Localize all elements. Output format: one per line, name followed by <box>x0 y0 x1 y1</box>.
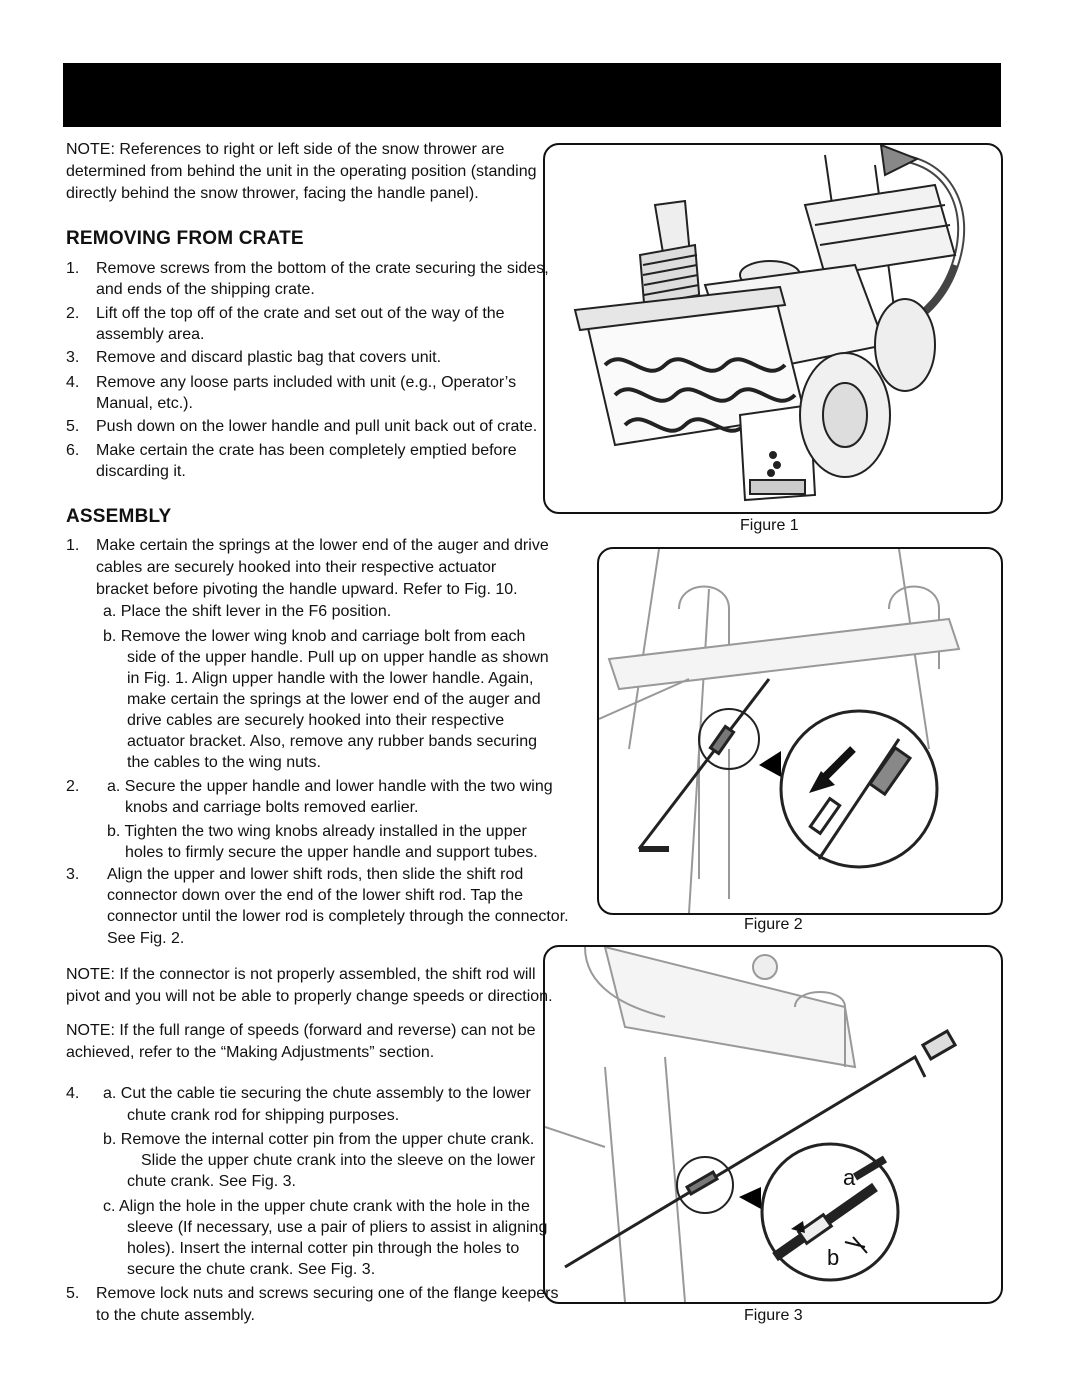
figure-2-caption: Figure 2 <box>744 916 803 933</box>
intro-note-line: determined from behind the unit in the operating position (standing <box>66 163 537 180</box>
substep-text: drive cables are securely hooked into their respective <box>127 712 505 729</box>
figure-1 <box>543 143 1003 514</box>
step-text: discarding it. <box>96 463 186 480</box>
figure-3-label-b: b <box>827 1245 840 1270</box>
intro-note-line: directly behind the snow thrower, facing the handle panel). <box>66 185 479 202</box>
step-text: assembly area. <box>96 326 205 343</box>
substep-text: Slide the upper chute crank into the sleeve on the lower <box>141 1152 536 1169</box>
step-text: connector down over the end of the lower shift rod. Tap the <box>107 887 523 904</box>
step-text: See Fig. 2. <box>107 930 185 947</box>
step-number: 6. <box>66 442 80 459</box>
substep-text: make certain the springs at the lower end of the auger and <box>127 691 541 708</box>
step-text: and ends of the shipping crate. <box>96 281 315 298</box>
substep-text: holes to firmly secure the upper handle and support tubes. <box>125 844 538 861</box>
substep-text: a. Secure the upper handle and lower handle with the two wing <box>107 778 553 795</box>
step-number: 2. <box>66 778 80 795</box>
note-text: NOTE: If the connector is not properly assembled, the shift rod will <box>66 966 536 983</box>
step-number: 4. <box>66 374 80 391</box>
figure-3 <box>543 945 1003 1304</box>
note-text: NOTE: If the full range of speeds (forward and reverse) can not be <box>66 1022 536 1039</box>
step-number: 5. <box>66 1285 80 1302</box>
step-number: 3. <box>66 866 80 883</box>
substep-text: secure the chute crank. See Fig. 3. <box>127 1261 376 1278</box>
header-bar <box>63 63 1001 127</box>
substep-text: the cables to the wing nuts. <box>127 754 321 771</box>
step-text: Make certain the springs at the lower end of the auger and drive <box>96 537 549 554</box>
shift-rod-illustration <box>599 549 1001 913</box>
substep-text: chute crank rod for shipping purposes. <box>127 1107 400 1124</box>
substep-text: knobs and carriage bolts removed earlier. <box>125 799 419 816</box>
substep-text: b. Remove the internal cotter pin from the upper chute crank. <box>103 1131 535 1148</box>
substep-text: b. Tighten the two wing knobs already installed in the upper <box>107 823 527 840</box>
figure-1-caption: Figure 1 <box>740 517 799 534</box>
step-text: to the chute assembly. <box>96 1307 255 1324</box>
step-text: bracket before pivoting the handle upward. Refer to Fig. 10. <box>96 581 518 598</box>
figure-3-label-a: a <box>843 1165 856 1190</box>
substep-text: sleeve (If necessary, use a pair of pliers to assist in aligning <box>127 1219 548 1236</box>
substep-text: actuator bracket. Also, remove any rubber bands securing <box>127 733 537 750</box>
substep-text: chute crank. See Fig. 3. <box>127 1173 296 1190</box>
step-number: 4. <box>66 1085 80 1102</box>
step-number: 5. <box>66 418 80 435</box>
chute-crank-illustration <box>545 947 1001 1302</box>
zoom-circle <box>781 711 937 867</box>
note-text: achieved, refer to the “Making Adjustments” section. <box>66 1044 435 1061</box>
snow-thrower-illustration <box>545 145 1001 512</box>
assembly-heading: ASSEMBLY <box>66 506 172 527</box>
step-text: Push down on the lower handle and pull unit back out of crate. <box>96 418 538 435</box>
step-text: Remove screws from the bottom of the crate securing the sides, <box>96 260 549 277</box>
step-text: Align the upper and lower shift rods, then slide the shift rod <box>107 866 524 883</box>
step-text: Manual, etc.). <box>96 395 193 412</box>
substep-text: holes). Insert the internal cotter pin through the holes to <box>127 1240 520 1257</box>
step-text: Remove and discard plastic bag that covers unit. <box>96 349 442 366</box>
step-text: Make certain the crate has been completely emptied before <box>96 442 517 459</box>
substep-text: side of the upper handle. Pull up on upper handle as shown <box>127 649 549 666</box>
step-text: Remove any loose parts included with unit (e.g., Operator’s <box>96 374 517 391</box>
step-number: 1. <box>66 260 80 277</box>
substep-text: b. Remove the lower wing knob and carriage bolt from each <box>103 628 526 645</box>
substep-text: a. Place the shift lever in the F6 position. <box>103 603 392 620</box>
substep-text: c. Align the hole in the upper chute crank with the hole in the <box>103 1198 530 1215</box>
step-text: connector until the lower rod is completely through the connector. <box>107 908 569 925</box>
step-text: cables are securely hooked into their respective actuator <box>96 559 497 576</box>
figure-2 <box>597 547 1003 915</box>
step-number: 1. <box>66 537 80 554</box>
figure-3-caption: Figure 3 <box>744 1307 803 1324</box>
substep-text: in Fig. 1. Align upper handle with the lower handle. Again, <box>127 670 534 687</box>
step-text: Remove lock nuts and screws securing one of the flange keepers <box>96 1285 559 1302</box>
substep-text: a. Cut the cable tie securing the chute assembly to the lower <box>103 1085 531 1102</box>
intro-note-line: NOTE: References to right or left side of the snow thrower are <box>66 141 505 158</box>
step-text: Lift off the top off of the crate and set out of the way of the <box>96 305 505 322</box>
step-number: 3. <box>66 349 80 366</box>
removing-heading: REMOVING FROM CRATE <box>66 228 304 249</box>
step-number: 2. <box>66 305 80 322</box>
note-text: pivot and you will not be able to properly change speeds or direction. <box>66 988 553 1005</box>
